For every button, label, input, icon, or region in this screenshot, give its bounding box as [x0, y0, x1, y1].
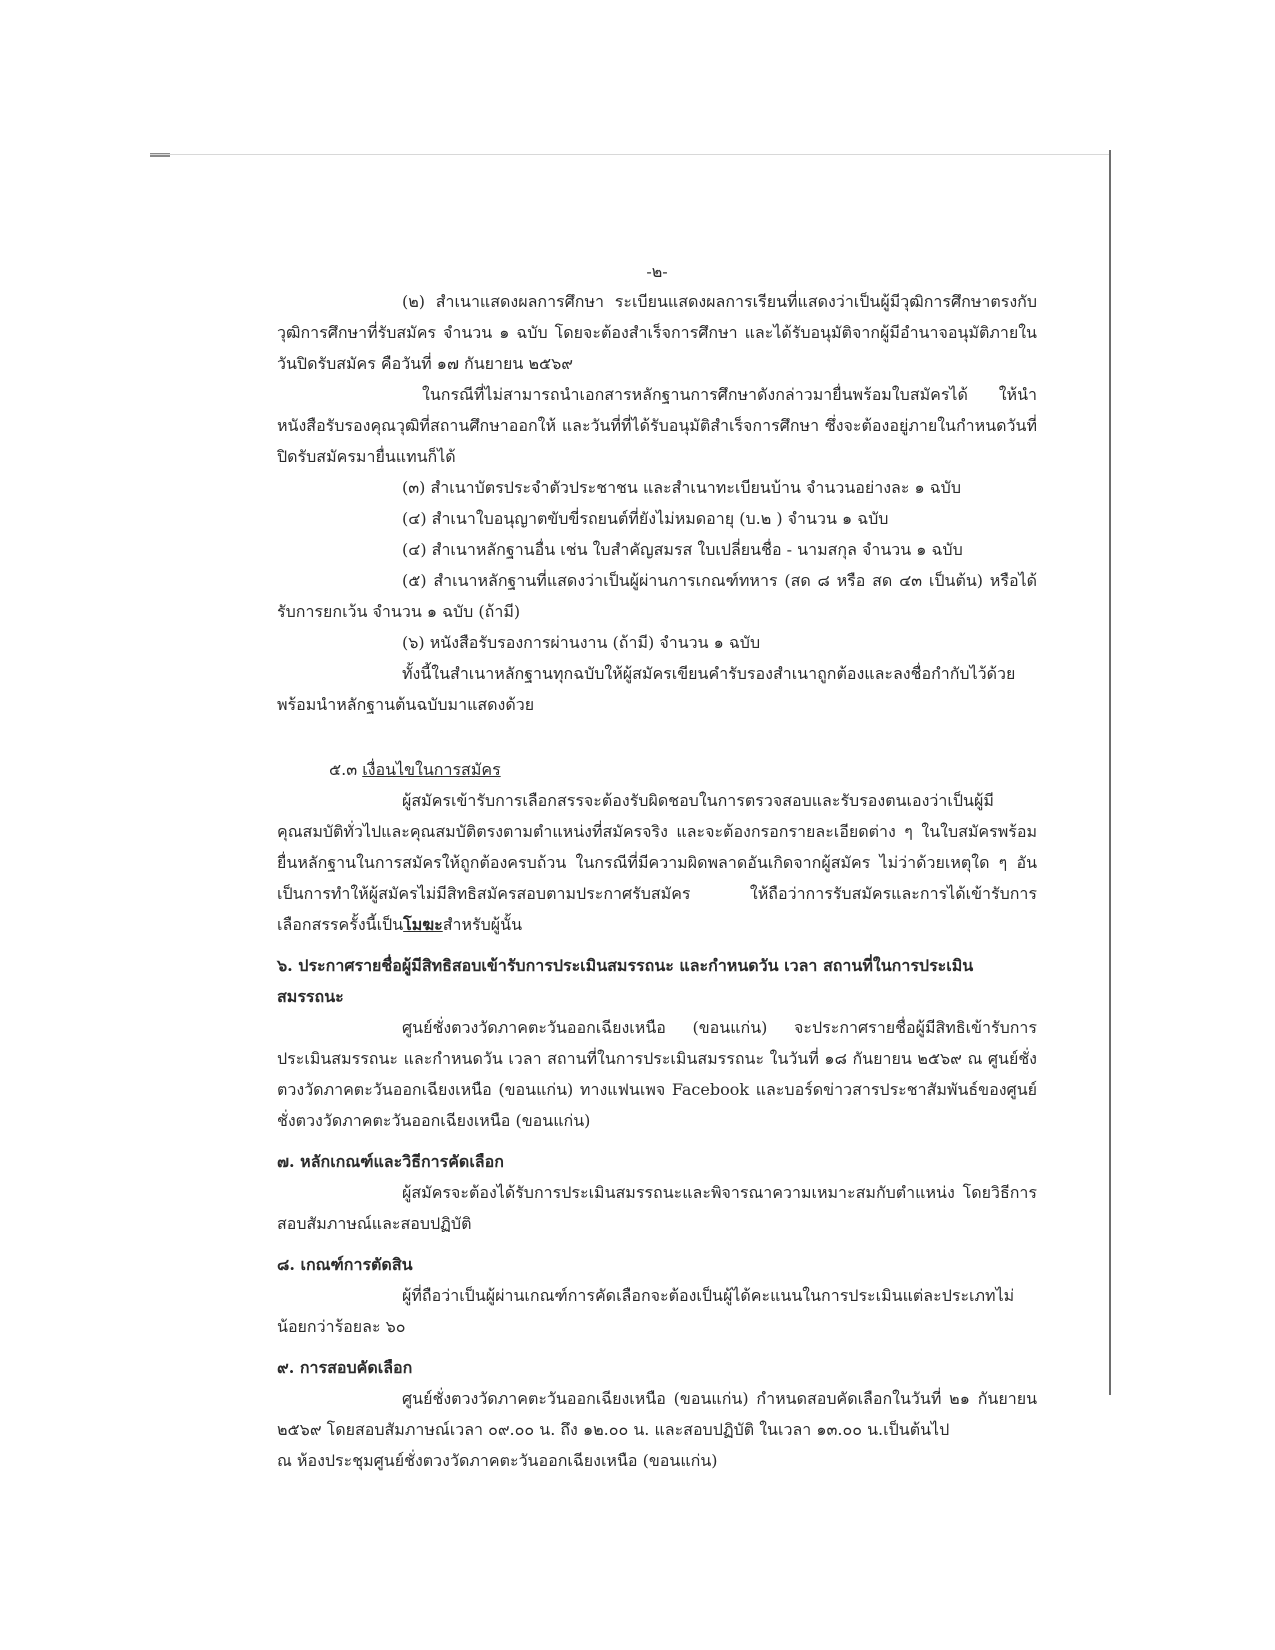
scan-edge-right [1109, 150, 1111, 1395]
section-5-3-body [277, 785, 1037, 940]
list-item-work-certificate: (๖) หนังสือรับรองการผ่านงาน (ถ้ามี) จำนวน ๑ ฉบับ [402, 633, 761, 652]
section-9-venue: ณ ห้องประชุมศูนย์ชั่งตวงวัดภาคตะวันออกเฉียงเหนือ (ขอนแก่น) [277, 1451, 718, 1470]
section-9-title: ๙. การสอบคัดเลือก [277, 1358, 413, 1377]
section-8-body: ผู้ที่ถือว่าเป็นผู้ผ่านเกณฑ์การคัดเลือกจะต้องเป็นผู้ได้คะแนนในการประเมินแต่ละประเภทไม่น้อยกว่าร้อยละ ๖๐ [277, 1286, 1015, 1336]
list-item-id-card: (๓) สำเนาบัตรประจำตัวประชาชน และสำเนาทะเบียนบ้าน จำนวนอย่างละ ๑ ฉบับ [402, 478, 961, 497]
section-9-body: ศูนย์ชั่งตวงวัดภาคตะวันออกเฉียงเหนือ (ขอนแก่น) กำหนดสอบคัดเลือกในวันที่ ๒๑ กันยายน ๒๕๖๙ โดยสอบสัมภาษณ์เวลา ๐๙.๐๐ น. ถึง ๑๒.๐๐ น. และสอบปฏิบัติ ในเวลา ๑๓.๐๐ น.เป็นต้นไป [277, 1389, 1037, 1439]
document-page [277, 258, 1037, 1476]
list-item-driving-license: (๔) สำเนาใบอนุญาตขับขี่รถยนต์ที่ยังไม่หมดอายุ (บ.๒ ) จำนวน ๑ ฉบับ [402, 509, 889, 528]
section-5-3-body-main: ผู้สมัครเข้ารับการเลือกสรรจะต้องรับผิดชอบในการตรวจสอบและรับรองตนเองว่าเป็นผู้มีคุณสมบัติทั่วไปและคุณสมบัติตรงตามตำแหน่งที่สมัครจริง และจะต้องกรอกรายละเอียดต่าง ๆ ในใบสมัครพร้อมยื่นหลักฐานในการสมัครให้ถูกต้องครบถ้วน ในกรณีที่มีความผิดพลาดอันเกิดจากผู้สมัคร ไม่ว่าด้วยเหตุใด ๆ อันเป็นการทำให้ผู้สมัครไม่มีสิทธิสมัครสอบตามประกาศรับสมัคร ให้ถือว่าการรับสมัครและการได้เข้ารับการเลือกสรรครั้งนี้เป็น [277, 791, 1037, 934]
section-6-body: ศูนย์ชั่งตวงวัดภาคตะวันออกเฉียงเหนือ (ขอนแก่น) จะประกาศรายชื่อผู้มีสิทธิเข้ารับการประเมินสมรรถนะ และกำหนดวัน เวลา สถานที่ในการประเมินสมรรถนะ ในวันที่ ๑๘ กันยายน ๒๕๖๙ ณ ศูนย์ชั่งตวงวัดภาคตะวันออกเฉียงเหนือ (ขอนแก่น) ทางแฟนเพจ Facebook และบอร์ดข่าวสารประชาสัมพันธ์ของศูนย์ชั่งตวงวัดภาคตะวันออกเฉียงเหนือ (ขอนแก่น) [277, 1018, 1037, 1130]
section-5-3-number: ๕.๓ [329, 760, 363, 779]
list-item-other-documents: (๔) สำเนาหลักฐานอื่น เช่น ใบสำคัญสมรส ใบเปลี่ยนชื่อ - นามสกุล จำนวน ๑ ฉบับ [402, 540, 963, 559]
paragraph-education-transcript: (๒) สำเนาแสดงผลการศึกษา ระเบียนแสดงผลการเรียนที่แสดงว่าเป็นผู้มีวุฒิการศึกษาตรงกับวุฒิการศึกษาที่รับสมัคร จำนวน ๑ ฉบับ โดยจะต้องสำเร็จการศึกษา และได้รับอนุมัติจากผู้มีอำนาจอนุมัติภายในวันปิดรับสมัคร คือวันที่ ๑๗ กันยายน ๒๕๖๙ [277, 292, 1037, 373]
scan-edge-top [150, 154, 1110, 155]
list-item-military: (๕) สำเนาหลักฐานที่แสดงว่าเป็นผู้ผ่านการเกณฑ์ทหาร (สด ๘ หรือ สด ๔๓ เป็นต้น) หรือได้รับการยกเว้น จำนวน ๑ ฉบับ (ถ้ามี) [277, 571, 1037, 621]
section-5-3-title: เงื่อนไขในการสมัคร [362, 760, 501, 779]
section-6-title: ๖. ประกาศรายชื่อผู้มีสิทธิสอบเข้ารับการประเมินสมรรถนะ และกำหนดวัน เวลา สถานที่ในการประเมินสมรรถนะ [277, 956, 974, 1006]
section-5-3-body-end: สำหรับผู้นั้น [442, 915, 523, 934]
page-number: -๒- [646, 262, 668, 281]
section-8-title: ๘. เกณฑ์การตัดสิน [277, 1255, 413, 1274]
paragraph-certify-copies: ทั้งนี้ในสำเนาหลักฐานทุกฉบับให้ผู้สมัครเขียนคำรับรองสำเนาถูกต้องและลงชื่อกำกับไว้ด้วย พร้อมนำหลักฐานต้นฉบับมาแสดงด้วย [277, 664, 1016, 714]
section-5-3-heading [277, 754, 1037, 785]
section-5-3-void-word: โมฆะ [403, 915, 443, 934]
paragraph-education-certificate: ในกรณีที่ไม่สามารถนำเอกสารหลักฐานการศึกษาดังกล่าวมายื่นพร้อมใบสมัครได้ ให้นำหนังสือรับรองคุณวุฒิที่สถานศึกษาออกให้ และวันที่ที่ได้รับอนุมัติสำเร็จการศึกษา ซึ่งจะต้องอยู่ภายในกำหนดวันที่ปิดรับสมัครมายื่นแทนก็ได้ [277, 385, 1037, 466]
section-7-body: ผู้สมัครจะต้องได้รับการประเมินสมรรถนะและพิจารณาความเหมาะสมกับตำแหน่ง โดยวิธีการสอบสัมภาษณ์และสอบปฏิบัติ [277, 1183, 1037, 1233]
section-7-title: ๗. หลักเกณฑ์และวิธีการคัดเลือก [277, 1152, 504, 1171]
